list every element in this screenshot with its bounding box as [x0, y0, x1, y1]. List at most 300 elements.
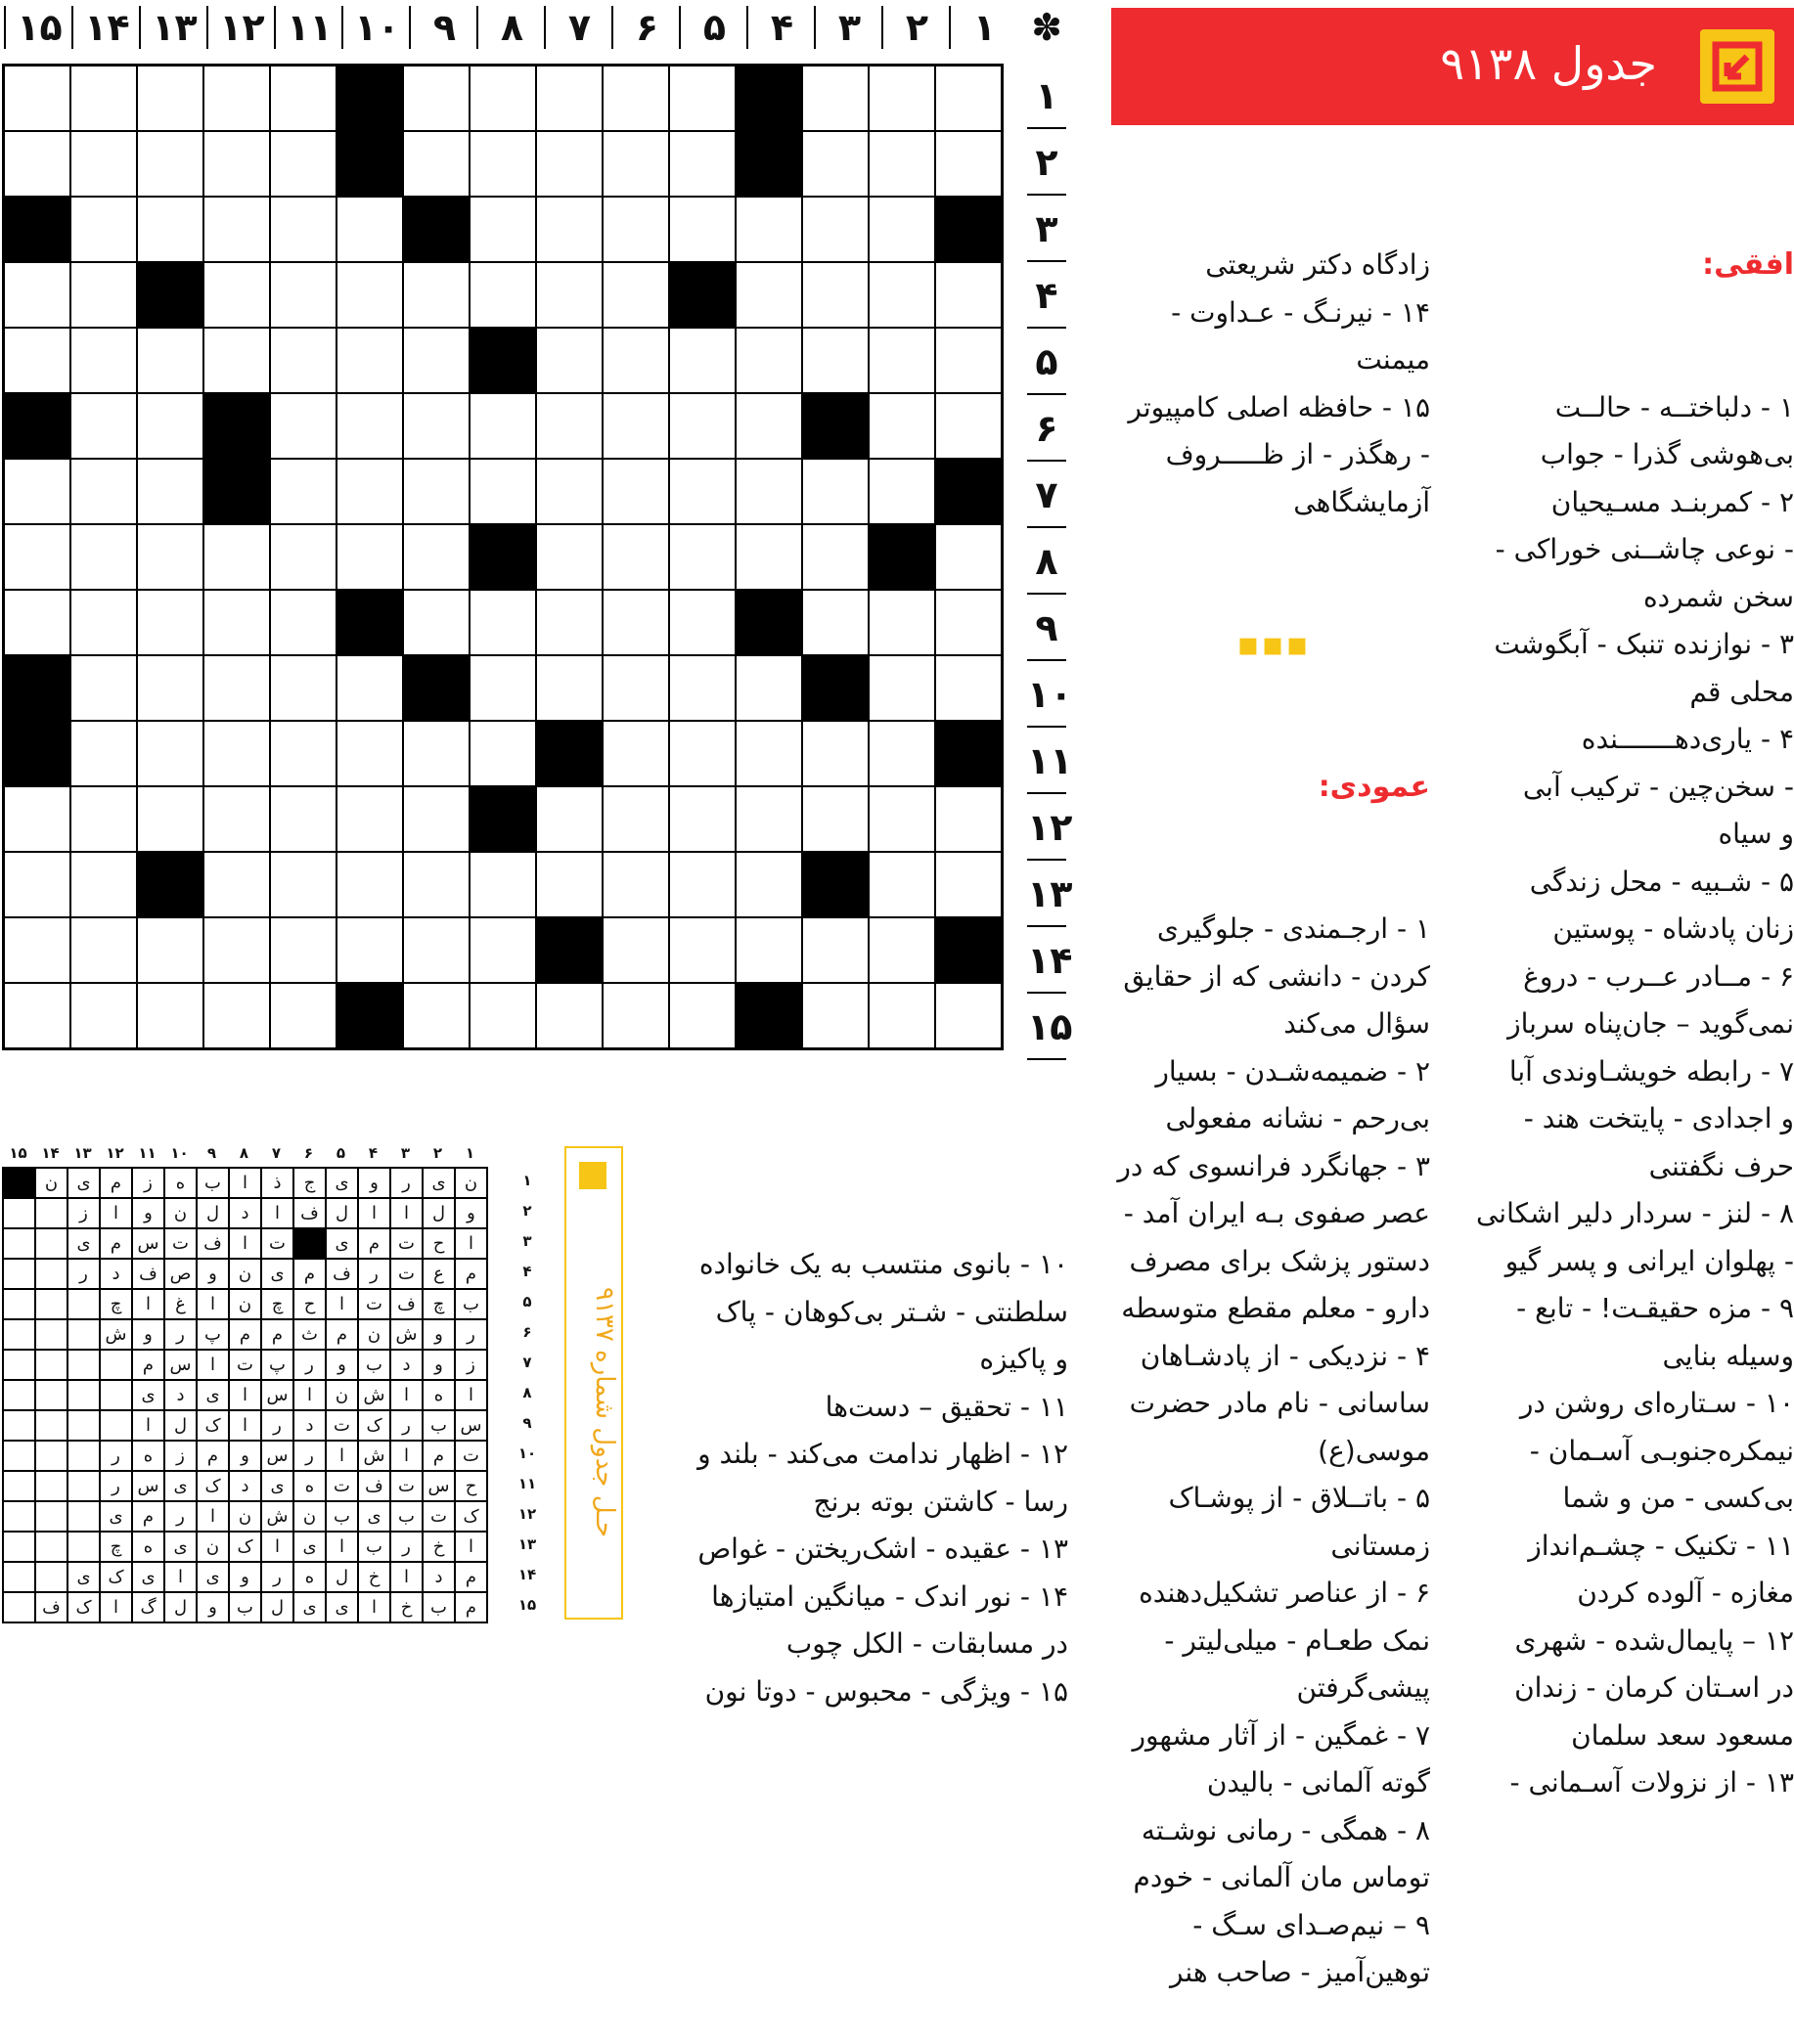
empty-cell[interactable]	[4, 983, 70, 1048]
empty-cell[interactable]	[336, 917, 403, 983]
empty-cell[interactable]	[802, 786, 869, 852]
empty-cell[interactable]	[736, 197, 802, 262]
empty-cell[interactable]	[203, 786, 270, 852]
empty-cell[interactable]	[137, 131, 203, 197]
empty-cell[interactable]	[536, 852, 603, 917]
empty-cell[interactable]	[536, 262, 603, 328]
empty-cell[interactable]	[203, 197, 270, 262]
empty-cell[interactable]	[4, 459, 70, 524]
empty-cell[interactable]	[736, 459, 802, 524]
empty-cell[interactable]	[137, 393, 203, 459]
solution-cell	[100, 1350, 132, 1380]
empty-cell[interactable]	[270, 328, 336, 393]
empty-cell[interactable]	[935, 393, 1002, 459]
empty-cell[interactable]	[802, 590, 869, 655]
empty-cell[interactable]	[470, 852, 536, 917]
empty-cell[interactable]	[802, 66, 869, 131]
empty-cell[interactable]	[270, 393, 336, 459]
empty-cell[interactable]	[203, 328, 270, 393]
empty-cell[interactable]	[669, 393, 736, 459]
solution-cell: ر	[67, 1259, 100, 1289]
clue-line: ۳ - جهانگرد فرانسوی که در	[1117, 1149, 1430, 1182]
empty-cell[interactable]	[70, 328, 137, 393]
clue-line: رسا - کاشتن بوته برنج	[813, 1485, 1068, 1518]
solution-cell: ه	[423, 1380, 455, 1410]
empty-cell[interactable]	[869, 590, 935, 655]
black-cell	[935, 721, 1002, 786]
empty-cell[interactable]	[869, 721, 935, 786]
empty-cell[interactable]	[869, 983, 935, 1048]
solution-cell: خ	[390, 1592, 423, 1622]
solution-cell: ی	[197, 1562, 229, 1592]
solution-cell: ی	[293, 1532, 326, 1562]
empty-cell[interactable]	[603, 197, 669, 262]
empty-cell[interactable]	[137, 459, 203, 524]
empty-cell[interactable]	[669, 786, 736, 852]
solution-cell: ش	[358, 1441, 390, 1471]
empty-cell[interactable]	[203, 721, 270, 786]
empty-cell[interactable]	[403, 852, 470, 917]
empty-cell[interactable]	[669, 131, 736, 197]
empty-cell[interactable]	[736, 393, 802, 459]
empty-cell[interactable]	[203, 655, 270, 721]
solution-label: حـل جدول شماره ۹۱۳۷	[590, 1286, 619, 1538]
empty-cell[interactable]	[203, 524, 270, 590]
empty-cell[interactable]	[935, 328, 1002, 393]
empty-cell[interactable]	[470, 66, 536, 131]
solution-cell: ت	[358, 1289, 390, 1319]
empty-cell[interactable]	[137, 786, 203, 852]
empty-cell[interactable]	[470, 197, 536, 262]
empty-cell[interactable]	[203, 917, 270, 983]
empty-cell[interactable]	[603, 262, 669, 328]
empty-cell[interactable]	[70, 655, 137, 721]
empty-cell[interactable]	[70, 66, 137, 131]
empty-cell[interactable]	[336, 197, 403, 262]
empty-cell[interactable]	[869, 655, 935, 721]
empty-cell[interactable]	[869, 197, 935, 262]
empty-cell[interactable]	[4, 262, 70, 328]
empty-cell[interactable]	[270, 524, 336, 590]
solution-cell: ی	[132, 1562, 164, 1592]
clue-line: زادگاه دکتر شریعتی	[1205, 248, 1430, 281]
solution-cell: ح	[423, 1228, 455, 1259]
solution-row-number: ۱۵	[517, 1596, 537, 1614]
empty-cell[interactable]	[137, 524, 203, 590]
empty-cell[interactable]	[470, 459, 536, 524]
column-number: ۶	[611, 6, 681, 49]
solution-cell	[3, 1198, 35, 1228]
empty-cell[interactable]	[4, 66, 70, 131]
empty-cell[interactable]	[603, 393, 669, 459]
empty-cell[interactable]	[603, 590, 669, 655]
solution-cell: د	[293, 1410, 326, 1441]
empty-cell[interactable]	[70, 721, 137, 786]
solution-cell: ل	[261, 1592, 293, 1622]
clue-line: و پاکیزه	[979, 1343, 1068, 1375]
clue-line: ۸ - همگی - رمانی نوشـته	[1141, 1813, 1430, 1846]
empty-cell[interactable]	[137, 328, 203, 393]
empty-cell[interactable]	[669, 721, 736, 786]
solution-cell: گ	[132, 1592, 164, 1622]
column-number: ۱۵	[4, 6, 73, 49]
empty-cell[interactable]	[4, 786, 70, 852]
solution-cell: چ	[100, 1532, 132, 1562]
solution-row	[3, 1350, 487, 1380]
empty-cell[interactable]	[536, 393, 603, 459]
solution-cell: ا	[455, 1380, 487, 1410]
empty-cell[interactable]	[137, 983, 203, 1048]
empty-cell[interactable]	[70, 262, 137, 328]
empty-cell[interactable]	[536, 459, 603, 524]
empty-cell[interactable]	[802, 983, 869, 1048]
black-cell	[802, 852, 869, 917]
empty-cell[interactable]	[403, 262, 470, 328]
empty-cell[interactable]	[403, 721, 470, 786]
solution-cell: ا	[132, 1410, 164, 1441]
solution-cell: ا	[358, 1198, 390, 1228]
empty-cell[interactable]	[869, 328, 935, 393]
solution-cell: ص	[164, 1259, 197, 1289]
solution-black-cell	[3, 1168, 35, 1198]
solution-cell: ا	[261, 1532, 293, 1562]
empty-cell[interactable]	[70, 524, 137, 590]
empty-cell[interactable]	[470, 262, 536, 328]
empty-cell[interactable]	[470, 590, 536, 655]
empty-cell[interactable]	[270, 786, 336, 852]
empty-cell[interactable]	[736, 655, 802, 721]
empty-cell[interactable]	[336, 655, 403, 721]
clue-line: ۹ – نیم‌صـدای سـگ -	[1192, 1908, 1430, 1941]
clue-line: در اسـتان کرمان - زندان	[1514, 1671, 1794, 1704]
empty-cell[interactable]	[669, 197, 736, 262]
empty-cell[interactable]	[536, 131, 603, 197]
page-title: جدول ۹۱۳۸	[1440, 37, 1657, 90]
empty-cell[interactable]	[603, 328, 669, 393]
solution-cell: ج	[293, 1168, 326, 1198]
empty-cell[interactable]	[869, 131, 935, 197]
empty-cell[interactable]	[403, 131, 470, 197]
black-cell	[935, 197, 1002, 262]
empty-cell[interactable]	[270, 655, 336, 721]
empty-cell[interactable]	[935, 786, 1002, 852]
empty-cell[interactable]	[270, 721, 336, 786]
empty-cell[interactable]	[70, 917, 137, 983]
empty-cell[interactable]	[669, 328, 736, 393]
solution-cell: ا	[326, 1289, 358, 1319]
across-clues-continued	[1117, 147, 1430, 2044]
empty-cell[interactable]	[669, 459, 736, 524]
empty-cell[interactable]	[270, 131, 336, 197]
clue-line: توهین‌آمیز - صاحب هنر	[1169, 1956, 1430, 1988]
empty-cell[interactable]	[4, 590, 70, 655]
empty-cell[interactable]	[802, 917, 869, 983]
empty-cell[interactable]	[802, 721, 869, 786]
clue-line: ۱۲ - اظهار ندامت می‌کند - بلند و	[697, 1438, 1068, 1470]
empty-cell[interactable]	[736, 262, 802, 328]
empty-cell[interactable]	[603, 917, 669, 983]
solution-cell: ن	[229, 1259, 261, 1289]
empty-cell[interactable]	[4, 524, 70, 590]
empty-cell[interactable]	[869, 262, 935, 328]
clue-line: ۱۱ - تکنیک - چشـم‌انداز	[1528, 1529, 1794, 1562]
empty-cell[interactable]	[869, 852, 935, 917]
empty-cell[interactable]	[470, 393, 536, 459]
solution-cell: ا	[197, 1289, 229, 1319]
empty-cell[interactable]	[137, 721, 203, 786]
empty-cell[interactable]	[869, 459, 935, 524]
empty-cell[interactable]	[603, 524, 669, 590]
solution-cell: د	[390, 1350, 423, 1380]
empty-cell[interactable]	[403, 393, 470, 459]
solution-row	[3, 1532, 487, 1562]
clue-line: ۱۱ - تحقیق – دست‌ها	[825, 1390, 1068, 1423]
solution-cell: ر	[164, 1319, 197, 1350]
clue-line: محلی قم	[1689, 675, 1794, 708]
solution-cell: ب	[229, 1592, 261, 1622]
empty-cell[interactable]	[203, 262, 270, 328]
clue-line: ۵ - باتــلاق - از پوشـاک	[1168, 1482, 1430, 1514]
solution-column-number: ۶	[303, 1144, 314, 1162]
empty-cell[interactable]	[403, 590, 470, 655]
empty-cell[interactable]	[70, 459, 137, 524]
empty-cell[interactable]	[403, 328, 470, 393]
empty-cell[interactable]	[935, 66, 1002, 131]
empty-cell[interactable]	[736, 524, 802, 590]
empty-cell[interactable]	[270, 197, 336, 262]
empty-cell[interactable]	[270, 459, 336, 524]
empty-cell[interactable]	[4, 131, 70, 197]
solution-cell: ر	[455, 1319, 487, 1350]
solution-cell	[35, 1562, 67, 1592]
empty-cell[interactable]	[935, 131, 1002, 197]
empty-cell[interactable]	[536, 590, 603, 655]
solution-cell: و	[229, 1562, 261, 1592]
solution-cell: پ	[261, 1350, 293, 1380]
solution-cell: ن	[229, 1289, 261, 1319]
empty-cell[interactable]	[270, 852, 336, 917]
solution-cell: ش	[100, 1319, 132, 1350]
empty-cell[interactable]	[869, 917, 935, 983]
solution-cell: ک	[100, 1562, 132, 1592]
empty-cell[interactable]	[536, 197, 603, 262]
solution-cell: ر	[390, 1532, 423, 1562]
clue-line: بی‌کسی - من و شما	[1562, 1482, 1794, 1514]
empty-cell[interactable]	[736, 786, 802, 852]
clue-line: ۱۵ - ویژگی - محبوس - دوتا نون	[704, 1674, 1068, 1708]
empty-cell[interactable]	[70, 131, 137, 197]
empty-cell[interactable]	[669, 590, 736, 655]
solution-cell: ر	[390, 1168, 423, 1198]
empty-cell[interactable]	[70, 590, 137, 655]
empty-cell[interactable]	[935, 655, 1002, 721]
clue-line: ۱۴ - نور اندک - میانگین امتیازها	[711, 1579, 1068, 1613]
empty-cell[interactable]	[669, 983, 736, 1048]
solution-cell	[3, 1501, 35, 1532]
empty-cell[interactable]	[935, 524, 1002, 590]
empty-cell[interactable]	[736, 721, 802, 786]
empty-cell[interactable]	[403, 524, 470, 590]
empty-cell[interactable]	[403, 983, 470, 1048]
empty-cell[interactable]	[270, 66, 336, 131]
solution-cell: ک	[229, 1532, 261, 1562]
empty-cell[interactable]	[403, 459, 470, 524]
empty-cell[interactable]	[603, 131, 669, 197]
empty-cell[interactable]	[470, 655, 536, 721]
solution-cell: ف	[358, 1471, 390, 1501]
black-cell	[4, 721, 70, 786]
empty-cell[interactable]	[603, 983, 669, 1048]
empty-cell[interactable]	[137, 655, 203, 721]
empty-cell[interactable]	[736, 917, 802, 983]
empty-cell[interactable]	[802, 459, 869, 524]
empty-cell[interactable]	[869, 66, 935, 131]
empty-cell[interactable]	[70, 852, 137, 917]
empty-cell[interactable]	[869, 786, 935, 852]
empty-cell[interactable]	[137, 917, 203, 983]
empty-cell[interactable]	[470, 917, 536, 983]
empty-cell[interactable]	[470, 131, 536, 197]
empty-cell[interactable]	[4, 328, 70, 393]
column-number: ۱۴	[71, 6, 141, 49]
row-number: ۹	[1027, 597, 1066, 661]
column-number: ۱۳	[139, 6, 208, 49]
solution-cell: ه	[132, 1532, 164, 1562]
clue-line: آزمایشگاهی	[1293, 485, 1430, 518]
empty-cell[interactable]	[203, 590, 270, 655]
empty-cell[interactable]	[403, 66, 470, 131]
solution-row	[3, 1228, 487, 1259]
solution-cell: م	[293, 1259, 326, 1289]
empty-cell[interactable]	[536, 524, 603, 590]
column-number: ۲	[881, 6, 951, 49]
clue-line: زنان پادشاه - پوستین	[1552, 912, 1794, 945]
clue-line: زمستانی	[1330, 1529, 1430, 1562]
solution-cell: ک	[197, 1410, 229, 1441]
empty-cell[interactable]	[802, 328, 869, 393]
solution-cell: م	[100, 1168, 132, 1198]
empty-cell[interactable]	[736, 852, 802, 917]
solution-cell: د	[229, 1471, 261, 1501]
solution-cell: ر	[293, 1350, 326, 1380]
empty-cell[interactable]	[536, 328, 603, 393]
clue-line: - پهلوان ایرانی و پسر گیو	[1504, 1244, 1794, 1277]
clue-line: کردن - دانشی که از حقایق	[1123, 959, 1430, 993]
empty-cell[interactable]	[70, 983, 137, 1048]
solution-cell: ز	[132, 1168, 164, 1198]
empty-cell[interactable]	[603, 786, 669, 852]
empty-cell[interactable]	[70, 786, 137, 852]
empty-cell[interactable]	[536, 983, 603, 1048]
solution-cell: و	[197, 1592, 229, 1622]
solution-cell	[100, 1380, 132, 1410]
empty-cell[interactable]	[336, 328, 403, 393]
empty-cell[interactable]	[403, 917, 470, 983]
empty-cell[interactable]	[603, 459, 669, 524]
empty-cell[interactable]	[203, 983, 270, 1048]
empty-cell[interactable]	[70, 197, 137, 262]
empty-cell[interactable]	[935, 262, 1002, 328]
solution-cell: ت	[261, 1228, 293, 1259]
empty-cell[interactable]	[470, 721, 536, 786]
empty-cell[interactable]	[603, 66, 669, 131]
empty-cell[interactable]	[137, 197, 203, 262]
solution-cell: ز	[455, 1350, 487, 1380]
empty-cell[interactable]	[137, 590, 203, 655]
empty-cell[interactable]	[336, 852, 403, 917]
empty-cell[interactable]	[669, 524, 736, 590]
solution-cell: ا	[358, 1592, 390, 1622]
empty-cell[interactable]	[669, 852, 736, 917]
solution-cell	[67, 1471, 100, 1501]
empty-cell[interactable]	[270, 917, 336, 983]
solution-cell: غ	[164, 1289, 197, 1319]
empty-cell[interactable]	[336, 393, 403, 459]
empty-cell[interactable]	[470, 983, 536, 1048]
empty-cell[interactable]	[270, 262, 336, 328]
empty-cell[interactable]	[403, 786, 470, 852]
empty-cell[interactable]	[336, 721, 403, 786]
row-number: ۱۲	[1027, 796, 1066, 861]
empty-cell[interactable]	[336, 262, 403, 328]
clue-line: ۶ - از عناصر تشکیل‌دهنده	[1139, 1577, 1430, 1609]
empty-cell[interactable]	[536, 66, 603, 131]
empty-cell[interactable]	[203, 66, 270, 131]
empty-cell[interactable]	[336, 459, 403, 524]
empty-cell[interactable]	[802, 524, 869, 590]
solution-cell: ت	[326, 1471, 358, 1501]
grid-row	[4, 197, 1002, 262]
empty-cell[interactable]	[802, 262, 869, 328]
empty-cell[interactable]	[869, 393, 935, 459]
empty-cell[interactable]	[336, 524, 403, 590]
empty-cell[interactable]	[270, 590, 336, 655]
solution-cell: ا	[455, 1532, 487, 1562]
solution-row	[3, 1168, 487, 1198]
empty-cell[interactable]	[935, 983, 1002, 1048]
black-cell	[869, 524, 935, 590]
empty-cell[interactable]	[4, 852, 70, 917]
empty-cell[interactable]	[603, 721, 669, 786]
solution-row-number: ۱۴	[517, 1566, 537, 1583]
empty-cell[interactable]	[603, 655, 669, 721]
empty-cell[interactable]	[536, 786, 603, 852]
empty-cell[interactable]	[669, 66, 736, 131]
empty-cell[interactable]	[536, 655, 603, 721]
empty-cell[interactable]	[203, 852, 270, 917]
empty-cell[interactable]	[669, 917, 736, 983]
empty-cell[interactable]	[935, 852, 1002, 917]
empty-cell[interactable]	[802, 131, 869, 197]
empty-cell[interactable]	[336, 786, 403, 852]
empty-cell[interactable]	[802, 197, 869, 262]
solution-cell	[35, 1319, 67, 1350]
solution-cell: ف	[390, 1289, 423, 1319]
empty-cell[interactable]	[736, 328, 802, 393]
clue-line: بی‌رحم - نشانه مفعولی	[1165, 1102, 1430, 1134]
empty-cell[interactable]	[137, 66, 203, 131]
clue-line: ۴ - یاری‌دهـــــــنده	[1581, 723, 1794, 755]
empty-cell[interactable]	[669, 655, 736, 721]
empty-cell[interactable]	[270, 983, 336, 1048]
empty-cell[interactable]	[70, 393, 137, 459]
empty-cell[interactable]	[4, 917, 70, 983]
empty-cell[interactable]	[603, 852, 669, 917]
solution-cell: ه	[293, 1471, 326, 1501]
empty-cell[interactable]	[935, 590, 1002, 655]
solution-cell: م	[455, 1592, 487, 1622]
empty-cell[interactable]	[203, 131, 270, 197]
